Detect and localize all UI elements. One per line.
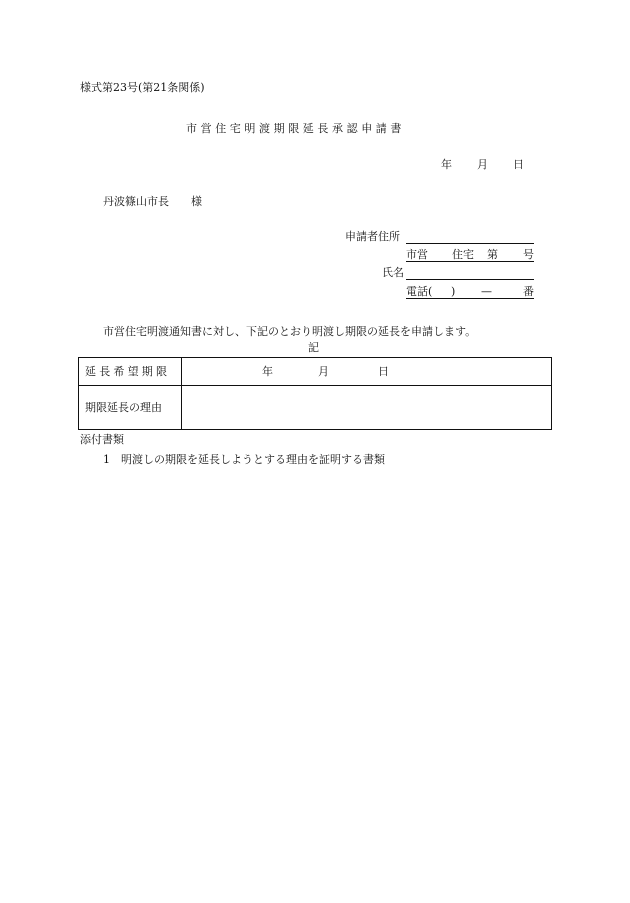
phone-ban: 番 [523,285,534,298]
document-title: 市営住宅明渡期限延長承認申請書 [186,122,405,135]
deadline-month-label: 月 [318,364,329,378]
applicant-address-field[interactable] [406,243,534,244]
extension-deadline-label: 延長希望期限 [85,364,171,378]
housing-dai: 第 [487,248,498,261]
ki-heading: 記 [308,341,319,354]
phone-dash: — [481,285,492,298]
extension-reason-label-cell [79,386,182,430]
date-day-label: 日 [513,158,524,171]
deadline-day-label: 日 [378,364,389,378]
applicant-name-label: 氏名 [382,266,404,279]
housing-go: 号 [523,248,534,261]
table-row [79,358,552,386]
addressee: 丹波篠山市長 様 [103,195,202,208]
applicant-address-label: 申請者住所 [345,230,400,243]
form-number: 様式第23号(第21条関係) [80,81,205,94]
housing-number-field[interactable] [406,261,534,262]
table-row [79,386,552,430]
deadline-date-fields [182,365,551,379]
date-year-label: 年 [441,158,452,171]
deadline-year-label: 年 [262,364,273,378]
request-statement: 市営住宅明渡通知書に対し、下記のとおり明渡し期限の延長を申請します。 [103,325,477,338]
applicant-name-field[interactable] [406,279,534,280]
extension-reason-field[interactable] [182,386,552,430]
housing-middle: 住宅 [452,248,474,261]
phone-close-paren: ) [451,285,456,298]
attachment-item: 1 明渡しの期限を延長しようとする理由を証明する書類 [103,453,385,466]
extension-reason-label: 期限延長の理由 [85,400,162,414]
extension-deadline-field[interactable] [182,358,552,386]
date-month-label: 月 [477,158,488,171]
request-table [78,357,552,430]
extension-deadline-label-cell [79,358,182,386]
attachments-heading: 添付書類 [80,433,124,446]
phone-number-field[interactable] [406,298,534,299]
housing-prefix: 市営 [406,248,428,261]
phone-label: 電話( [406,285,433,298]
